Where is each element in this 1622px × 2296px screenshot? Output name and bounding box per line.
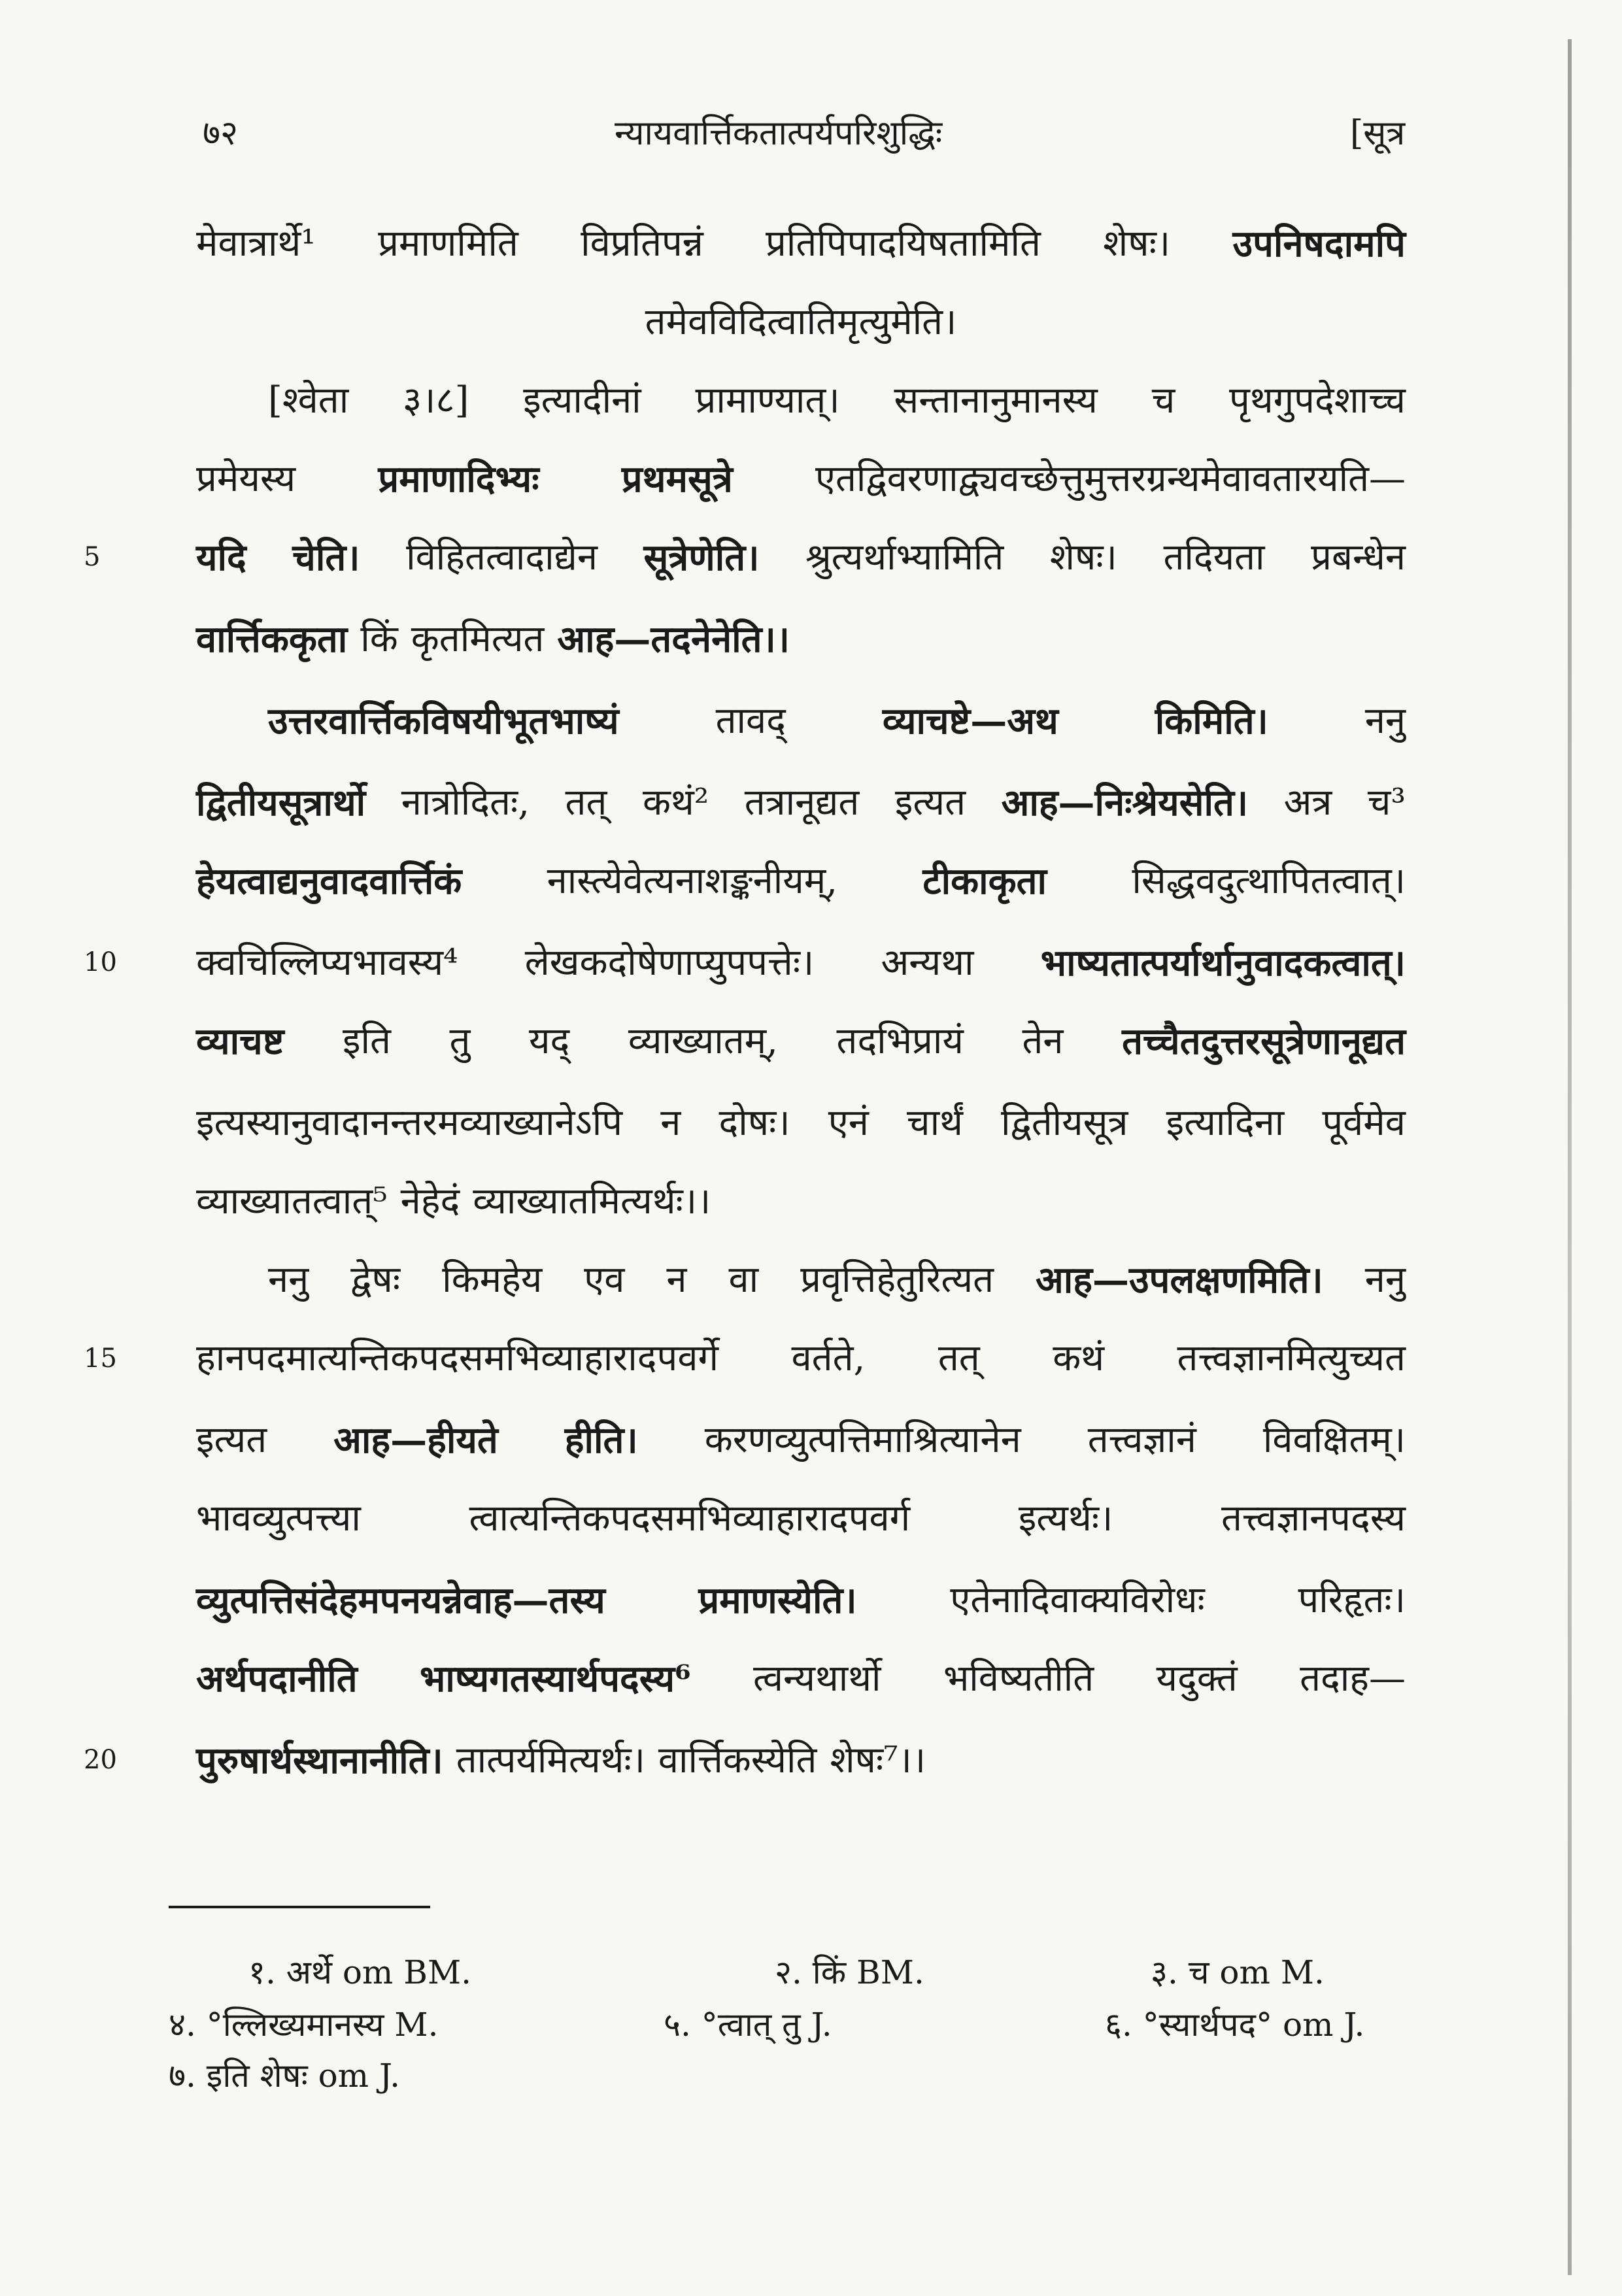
- word: नात्रोदितः,: [401, 781, 530, 824]
- word: किं: [360, 618, 398, 660]
- word: व्याख्यातमित्यर्थः।।: [473, 1180, 711, 1223]
- text-line-11: [196, 1020, 1406, 1063]
- word: शेषः⁷।।: [830, 1739, 926, 1781]
- word: भाष्यतात्पर्यार्थानुवादकत्वात्।: [1040, 941, 1406, 985]
- word: पूर्वमेव: [1322, 1102, 1406, 1144]
- word: एतेनादिवाक्यविरोधः: [950, 1579, 1205, 1621]
- word: द्वेषः: [350, 1258, 401, 1301]
- footnote-7: ७. इति शेषः om J.: [169, 2057, 401, 2095]
- word: प्रमाणादिभ्यः: [378, 458, 539, 501]
- word: तेन: [1022, 1020, 1064, 1062]
- word: यदि: [196, 536, 246, 579]
- text-line-19: [196, 1657, 1406, 1700]
- word: तत्त्वज्ञानपदस्य: [1221, 1497, 1406, 1540]
- running-title: न्यायवार्त्तिकतात्पर्यपरिशुद्धिः: [615, 114, 943, 153]
- footnote-5: ५. °त्वात् तु J.: [664, 2006, 832, 2044]
- word: तच्चैतदुत्तरसूत्रेणानूद्यत: [1122, 1020, 1406, 1063]
- word: चेति।: [292, 536, 360, 579]
- word: कथं: [1053, 1337, 1104, 1379]
- word: वार्त्तिकस्येति: [658, 1739, 817, 1781]
- word: ननु: [1364, 700, 1406, 742]
- word: प्रवृत्तिहेतुरित्यत: [800, 1258, 994, 1301]
- word: शेषः।: [1049, 536, 1117, 579]
- word: परिहृतः।: [1298, 1579, 1406, 1621]
- word: हेयत्वाद्यनुवादवार्त्तिकं: [196, 860, 462, 903]
- word: प्रामाण्यात्।: [695, 379, 840, 422]
- word: तु: [449, 1020, 471, 1062]
- word: पुरुषार्थस्थानानीति।: [196, 1739, 443, 1782]
- word: कथं²: [642, 781, 709, 824]
- word: दोषः।: [718, 1102, 790, 1144]
- text-line-10: [196, 941, 1406, 985]
- word: तत्: [565, 781, 607, 824]
- word: वर्तते,: [791, 1337, 866, 1379]
- word: भावव्युत्पत्त्या: [196, 1497, 361, 1540]
- word: इत्यर्थः।: [1018, 1497, 1113, 1540]
- word: आह—हीयते: [333, 1419, 498, 1462]
- word: तात्पर्यमित्यर्थः।: [456, 1739, 645, 1781]
- word: यद्: [529, 1020, 570, 1062]
- footnote-4: ४. °ल्लिख्यमानस्य M.: [169, 2006, 439, 2044]
- word: विदित्वातिमृत्युमेति।: [708, 301, 957, 343]
- line-number-10: 10: [84, 947, 117, 977]
- word: उत्तरवार्त्तिकविषयीभूतभाष्यं: [268, 700, 619, 743]
- footnote-2: २. किं BM.: [775, 1953, 924, 1991]
- word: विप्रतिपन्नं: [581, 222, 703, 265]
- word: च: [1151, 379, 1175, 422]
- word: त्वन्यथार्थो: [752, 1657, 881, 1700]
- word: इति: [343, 1020, 391, 1062]
- word: प्रबन्धेन: [1311, 536, 1406, 579]
- text-line-5: [196, 536, 1406, 579]
- word: एतद्विवरणाद्व्यवच्छेत्तुमुत्तरग्रन्थमेवावतारयति—: [815, 458, 1406, 500]
- word: चार्थं: [907, 1102, 963, 1144]
- word: विवक्षितम्।: [1262, 1419, 1406, 1461]
- word: करणव्युत्पत्तिमाश्रित्यानेन: [704, 1419, 1021, 1461]
- word: प्रमाणस्येति।: [698, 1579, 857, 1622]
- word: तत्त्वज्ञानं: [1087, 1419, 1196, 1461]
- word: सूत्रेणेति।: [643, 536, 760, 579]
- footnote-6: ६. °स्यार्थपद° om J.: [1105, 2006, 1365, 2044]
- word: त्वात्यन्तिकपदसमभिव्याहारादपवर्ग: [469, 1497, 911, 1540]
- text-line-12: [196, 1102, 1406, 1144]
- word: अत्र: [1283, 781, 1332, 824]
- word: तदभिप्रायं: [836, 1020, 964, 1062]
- word: हानपदमात्यन्तिकपदसमभिव्याहारादपवर्गे: [196, 1337, 719, 1379]
- line-number-15: 15: [84, 1343, 117, 1374]
- word: व्युत्पत्तिसंदेहमपनयन्नेवाह—तस्य: [196, 1579, 605, 1622]
- word: द्वितीयसूत्र: [1001, 1102, 1128, 1144]
- word: इत्यत: [894, 781, 966, 824]
- word: इत्यादीनां: [523, 379, 641, 422]
- word: लेखकदोषेणाप्युपपत्तेः।: [524, 941, 815, 984]
- word: सन्तानानुमानस्य: [894, 379, 1098, 422]
- word: तत्: [938, 1337, 980, 1379]
- word: तमेव: [645, 301, 709, 343]
- line-number-5: 5: [84, 542, 101, 572]
- word: किमिति।: [1155, 700, 1268, 743]
- word: आह—निःश्रेयसेति।: [1001, 781, 1249, 824]
- word: व्याख्यातम्,: [628, 1020, 778, 1062]
- text-line-14: [268, 1258, 1406, 1302]
- word: उपनिषदामपि: [1232, 222, 1406, 265]
- word: तदियता: [1163, 536, 1265, 579]
- word: अन्यथा: [881, 941, 974, 984]
- word: इत्यस्यानुवादानन्तरमव्याख्यानेऽपि: [196, 1102, 623, 1144]
- word: टीकाकृता: [922, 860, 1047, 903]
- text-line-7: [268, 700, 1406, 743]
- footnote-3: ३. च om M.: [1151, 1953, 1325, 1991]
- word: भविष्यतीति: [943, 1657, 1094, 1700]
- word: तत्त्वज्ञानमित्युच्यत: [1177, 1337, 1406, 1379]
- word: मेवात्रार्थे¹: [196, 222, 316, 265]
- scan-edge-shadow: [1568, 39, 1572, 2275]
- word: तत्रानूद्यत: [744, 781, 860, 824]
- word: विहितत्वादाद्येन: [406, 536, 598, 579]
- word: ३।८]: [403, 379, 469, 422]
- line-number-20: 20: [84, 1745, 117, 1775]
- word: प्रमेयस्य: [196, 458, 296, 500]
- footnote-1: १. अर्थे om BM.: [248, 1953, 472, 1991]
- word: एव: [584, 1258, 625, 1301]
- word: च³: [1367, 781, 1406, 824]
- word: पृथगुपदेशाच्च: [1229, 379, 1406, 422]
- word: इत्यत: [196, 1419, 267, 1461]
- text-line-13: [196, 1180, 1406, 1223]
- word: ननु: [268, 1258, 309, 1301]
- word: प्रतिपिपादयिषतामिति: [766, 222, 1041, 265]
- word: न: [660, 1102, 681, 1144]
- section-marker: [सूत्र: [1350, 114, 1406, 153]
- text-line-15: [196, 1337, 1406, 1379]
- word: नास्त्येवेत्यनाशङ्कनीयम्,: [547, 860, 838, 902]
- word: आह—तदनेनेति।।: [557, 618, 790, 661]
- text-line-6: [196, 618, 1406, 661]
- text-line-3: [268, 379, 1406, 422]
- word: सिद्धवदुत्थापितत्वात्।: [1132, 860, 1406, 902]
- word: व्याचष्ट: [196, 1020, 284, 1063]
- word: न: [666, 1258, 687, 1301]
- word: व्याख्यातत्वात्⁵: [196, 1180, 388, 1223]
- word: द्वितीयसूत्रार्थो: [196, 781, 366, 824]
- word: किमहेय: [442, 1258, 543, 1301]
- word: ननु: [1364, 1258, 1406, 1301]
- text-line-20: [196, 1739, 1406, 1782]
- word: वा: [728, 1258, 759, 1301]
- text-line-17: [196, 1497, 1406, 1540]
- word: क्वचिल्लिप्यभावस्य⁴: [196, 941, 458, 984]
- word: हीति।: [564, 1419, 638, 1462]
- text-line-8: [196, 781, 1406, 824]
- word: व्याचष्टे—अथ: [882, 700, 1058, 743]
- word: श्रुत्यर्थाभ्यामिति: [805, 536, 1004, 579]
- page-number: ७२: [203, 114, 239, 153]
- text-line-1: [196, 222, 1406, 265]
- word: नेहेदं: [400, 1180, 460, 1223]
- word: प्रमाणमिति: [378, 222, 518, 265]
- text-line-2: [196, 301, 1406, 343]
- footnote-rule: [169, 1906, 430, 1908]
- text-line-18: [196, 1579, 1406, 1622]
- word: वार्त्तिककृता: [196, 618, 348, 661]
- word: तदाह—: [1300, 1657, 1406, 1700]
- word: एनं: [828, 1102, 869, 1144]
- word: कृतमित्यत: [411, 618, 545, 660]
- word: [श्वेता: [268, 379, 349, 422]
- word: भाष्यगतस्यार्थपदस्य⁶: [420, 1657, 691, 1700]
- text-line-4: [196, 458, 1406, 501]
- word: प्रथमसूत्रे: [621, 458, 733, 501]
- word: इत्यादिना: [1166, 1102, 1285, 1144]
- word: अर्थपदानीति: [196, 1657, 358, 1700]
- text-line-9: [196, 860, 1406, 903]
- word: आह—उपलक्षणमिति।: [1036, 1258, 1323, 1302]
- word: शेषः।: [1103, 222, 1171, 265]
- word: तावद्: [715, 700, 786, 742]
- text-line-16: [196, 1419, 1406, 1462]
- word: यदुक्तं: [1156, 1657, 1238, 1700]
